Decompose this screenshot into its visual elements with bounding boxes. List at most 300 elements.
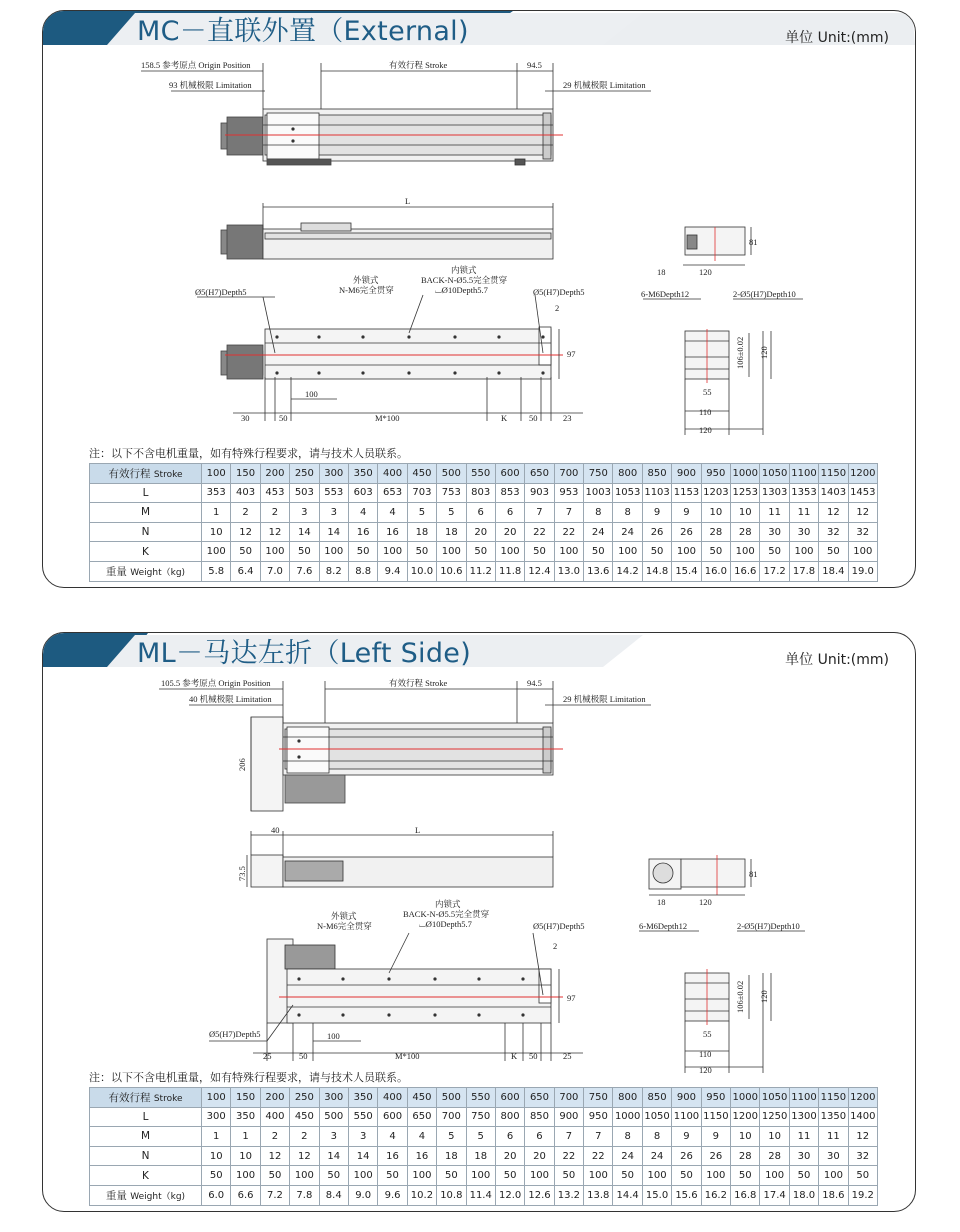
table-cell: 28 (731, 1146, 760, 1166)
table-cell: 10 (231, 1146, 260, 1166)
table-cell: 10 (701, 503, 730, 523)
row-label: N (90, 1146, 202, 1166)
table-cell: 1453 (848, 483, 877, 503)
table-cell: 10.0 (407, 561, 436, 581)
table-cell: 9 (642, 503, 671, 523)
table-cell: 12 (848, 1127, 877, 1147)
table-cell: 100 (731, 542, 760, 562)
table-row (90, 1146, 878, 1166)
table-cell: 16 (378, 1146, 407, 1166)
table-cell: 100 (348, 1166, 377, 1186)
dim-e18: 18 (657, 897, 666, 907)
table-cell: 903 (525, 483, 554, 503)
table-cell: 100 (554, 542, 583, 562)
table-cell: 12 (231, 522, 260, 542)
table-cell: 3 (319, 503, 348, 523)
table-cell: 1100 (789, 1088, 818, 1108)
table-cell: 600 (378, 1107, 407, 1127)
table-cell: 5 (437, 1127, 466, 1147)
table-cell: 16 (378, 522, 407, 542)
unit-label: 单位 Unit:(mm) (785, 652, 889, 668)
table-cell: 9 (672, 1127, 701, 1147)
table-cell: 100 (437, 542, 466, 562)
table-cell: 800 (613, 1088, 642, 1108)
table-cell: 8.8 (348, 561, 377, 581)
table-cell: 200 (260, 1088, 289, 1108)
table-cell: 30 (819, 1146, 848, 1166)
table-cell: 750 (584, 1088, 613, 1108)
table-cell: 50 (701, 542, 730, 562)
table-cell: 6.6 (231, 1185, 260, 1205)
table-cell: 12 (848, 503, 877, 523)
table-cell: 14.8 (642, 561, 671, 581)
table-cell: 500 (437, 464, 466, 484)
m6-label: 6-M6Depth12 (641, 289, 690, 299)
table-cell: 12.6 (525, 1185, 554, 1205)
table-cell: 1353 (789, 483, 818, 503)
table-cell: 2 (231, 503, 260, 523)
table-cell: 15.6 (672, 1185, 701, 1205)
dim-735: 73.5 (237, 866, 247, 881)
table-cell: 16.6 (731, 561, 760, 581)
note: 注：以下不含电机重量，如有特殊行程要求，请与技术人员联系。 (89, 1071, 408, 1084)
table-cell: 750 (466, 1107, 495, 1127)
table-cell: 1103 (642, 483, 671, 503)
table-cell: 18 (466, 1146, 495, 1166)
table-cell: 6 (495, 1127, 524, 1147)
left-limit: 93 机械极限 Limitation (169, 80, 252, 90)
table-cell: 600 (495, 464, 524, 484)
section-title: ML－马达左折（Left Side) (137, 638, 472, 669)
table-cell: 13.8 (584, 1185, 613, 1205)
table-cell: 100 (789, 542, 818, 562)
table-cell: 13.2 (554, 1185, 583, 1205)
table-cell: 20 (525, 1146, 554, 1166)
table-cell: 8.4 (319, 1185, 348, 1205)
table-row (90, 1185, 878, 1205)
table-cell: 100 (848, 542, 877, 562)
table-cell: 18 (437, 1146, 466, 1166)
table-cell: 50 (378, 1166, 407, 1186)
table-cell: 950 (701, 1088, 730, 1108)
row-label: L (90, 483, 202, 503)
table-cell: 200 (260, 464, 289, 484)
table-cell: 350 (231, 1107, 260, 1127)
table-cell: 450 (407, 1088, 436, 1108)
table-cell: 15.0 (642, 1185, 671, 1205)
table-cell: 11.2 (466, 561, 495, 581)
table-cell: 15.4 (672, 561, 701, 581)
outer-lock-a: 外锁式 (331, 911, 357, 921)
table-cell: 17.8 (789, 561, 818, 581)
pin-right: Ø5(H7)Depth5 (533, 921, 585, 931)
row-label: M (90, 1127, 202, 1147)
dim-97: 97 (567, 993, 576, 1003)
table-cell: 28 (701, 522, 730, 542)
table-cell: 350 (348, 464, 377, 484)
table-cell: 50 (731, 1166, 760, 1186)
dim-b30: 30 (241, 413, 250, 423)
header-label: 有效行程 (108, 1091, 151, 1104)
table-cell: 2 (260, 503, 289, 523)
table-cell: 1300 (789, 1107, 818, 1127)
table-cell: 100 (613, 542, 642, 562)
table-cell: 12 (290, 1146, 319, 1166)
table-row (90, 561, 878, 581)
table-cell: 100 (202, 1088, 231, 1108)
table-cell: 8.2 (319, 561, 348, 581)
right-limit: 29 机械极限 Limitation (563, 80, 646, 90)
table-cell: 13.6 (584, 561, 613, 581)
table-cell: 9.6 (378, 1185, 407, 1205)
table-cell: 1000 (613, 1107, 642, 1127)
pin-left: Ø5(H7)Depth5 (195, 287, 247, 297)
table-cell: 3 (290, 503, 319, 523)
table-cell: 11 (789, 503, 818, 523)
table-cell: 50 (554, 1166, 583, 1186)
table-cell: 30 (760, 522, 789, 542)
table-cell: 11 (760, 503, 789, 523)
table-cell: 1100 (672, 1107, 701, 1127)
dim-b50b: 50 (529, 1051, 538, 1061)
left-limit: 40 机械极限 Limitation (189, 694, 272, 704)
table-cell: 11.8 (495, 561, 524, 581)
table-cell: 250 (290, 464, 319, 484)
table-cell: 600 (495, 1088, 524, 1108)
table-cell: 50 (760, 542, 789, 562)
table-cell: 7.6 (290, 561, 319, 581)
table-cell: 50 (642, 542, 671, 562)
table-cell: 1 (231, 1127, 260, 1147)
table-cell: 50 (407, 542, 436, 562)
table-cell: 100 (672, 542, 701, 562)
table-cell: 803 (466, 483, 495, 503)
inner-lock-b: BACK-N-Ø5.5完全贯穿 (421, 275, 508, 285)
inner-lock-a: 内锁式 (451, 265, 477, 275)
table-cell: 550 (348, 1107, 377, 1127)
table-cell: 1050 (642, 1107, 671, 1127)
table-cell: 4 (348, 503, 377, 523)
row-sub: Weight（kg) (130, 1191, 186, 1202)
table-cell: 650 (407, 1107, 436, 1127)
table-cell: 50 (319, 1166, 348, 1186)
unit-label: 单位 Unit:(mm) (785, 30, 889, 46)
table-cell: 14.2 (613, 561, 642, 581)
table-cell: 7.8 (290, 1185, 319, 1205)
table-cell: 900 (554, 1107, 583, 1127)
m6-label: 6-M6Depth12 (639, 921, 688, 931)
table-cell: 850 (525, 1107, 554, 1127)
pin-right: Ø5(H7)Depth5 (533, 287, 585, 297)
origin-label: 158.5 参考原点 Origin Position (141, 60, 251, 70)
dim-e18: 18 (657, 267, 666, 277)
dim-97: 97 (567, 349, 576, 359)
table-cell: 100 (231, 1166, 260, 1186)
header-label: 有效行程 (108, 467, 151, 480)
row-label: M (90, 503, 202, 523)
table-cell: 9 (701, 1127, 730, 1147)
table-cell: 450 (407, 464, 436, 484)
dim-e120b: 120 (759, 990, 769, 1003)
table-header-row (90, 464, 878, 484)
dim-bm: M*100 (375, 413, 400, 423)
table-cell: 32 (848, 522, 877, 542)
table-cell: 100 (319, 542, 348, 562)
dim-e81: 81 (749, 237, 758, 247)
section-ml-panel (42, 632, 916, 1212)
table-cell: 12 (260, 1146, 289, 1166)
table-cell: 500 (437, 1088, 466, 1108)
table-cell: 32 (819, 522, 848, 542)
table-cell: 14 (319, 522, 348, 542)
dim-e55: 55 (703, 387, 712, 397)
table-cell: 550 (466, 1088, 495, 1108)
table-cell: 28 (760, 1146, 789, 1166)
table-cell: 900 (672, 464, 701, 484)
table-cell: 100 (290, 1166, 319, 1186)
table-cell: 1150 (819, 1088, 848, 1108)
table-cell: 900 (672, 1088, 701, 1108)
pin10-label: 2-Ø5(H7)Depth10 (737, 921, 800, 931)
pin-left: Ø5(H7)Depth5 (209, 1029, 261, 1039)
dim-e110: 110 (699, 407, 712, 417)
table-cell: 950 (584, 1107, 613, 1127)
table-cell: 6.0 (202, 1185, 231, 1205)
header-sub: Stroke (153, 469, 183, 480)
table-cell: 753 (437, 483, 466, 503)
table-cell: 7.2 (260, 1185, 289, 1205)
length-label: L (405, 196, 411, 206)
table-cell: 1000 (731, 464, 760, 484)
dim-206: 206 (237, 758, 247, 771)
table-row (90, 1127, 878, 1147)
table-cell: 1150 (701, 1107, 730, 1127)
table-cell: 100 (642, 1166, 671, 1186)
row-sub: Weight（kg) (130, 567, 186, 578)
table-cell: 750 (584, 464, 613, 484)
spec-table (89, 1087, 878, 1206)
table-row (90, 483, 878, 503)
table-cell: 850 (642, 464, 671, 484)
table-cell: 1203 (701, 483, 730, 503)
table-cell: 650 (525, 464, 554, 484)
table-cell: 350 (348, 1088, 377, 1108)
table-cell: 12 (819, 503, 848, 523)
row-label: K (90, 1166, 202, 1186)
table-cell: 1100 (789, 464, 818, 484)
table-row (90, 542, 878, 562)
table-cell: 50 (348, 542, 377, 562)
table-cell: 300 (202, 1107, 231, 1127)
table-cell: 2 (290, 1127, 319, 1147)
inner-lock-c: ⌴Ø10Depth5.7 (419, 919, 472, 929)
table-cell: 150 (231, 1088, 260, 1108)
dim-e55: 55 (703, 1029, 712, 1039)
dim-e110: 110 (699, 1049, 712, 1059)
table-cell: 17.2 (760, 561, 789, 581)
table-cell: 353 (202, 483, 231, 503)
table-cell: 22 (525, 522, 554, 542)
dim-e120: 120 (699, 267, 712, 277)
table-cell: 50 (202, 1166, 231, 1186)
dim-e120: 120 (699, 897, 712, 907)
table-cell: 800 (613, 464, 642, 484)
table-cell: 18.4 (819, 561, 848, 581)
table-cell: 700 (554, 1088, 583, 1108)
outer-lock-b: N-M6完全贯穿 (339, 285, 394, 295)
row-label: N (90, 522, 202, 542)
table-cell: 6 (466, 503, 495, 523)
table-cell: 50 (613, 1166, 642, 1186)
table-cell: 20 (495, 1146, 524, 1166)
table-cell: 650 (525, 1088, 554, 1108)
dim-bk: K (511, 1051, 518, 1061)
table-cell: 10 (202, 1146, 231, 1166)
table-cell: 1003 (584, 483, 613, 503)
table-cell: 703 (407, 483, 436, 503)
table-cell: 19.0 (848, 561, 877, 581)
table-cell: 50 (290, 542, 319, 562)
table-cell: 100 (819, 1166, 848, 1186)
table-cell: 32 (848, 1146, 877, 1166)
table-cell: 653 (378, 483, 407, 503)
table-cell: 12 (260, 522, 289, 542)
table-cell: 26 (701, 1146, 730, 1166)
table-cell: 100 (378, 542, 407, 562)
table-cell: 4 (407, 1127, 436, 1147)
table-cell: 700 (437, 1107, 466, 1127)
table-cell: 7 (554, 503, 583, 523)
table-cell: 400 (378, 464, 407, 484)
dim-100: 100 (305, 389, 318, 399)
table-cell: 300 (319, 464, 348, 484)
table-cell: 100 (584, 1166, 613, 1186)
table-cell: 8 (584, 503, 613, 523)
table-cell: 1200 (848, 464, 877, 484)
table-cell: 24 (613, 522, 642, 542)
header-sub: Stroke (153, 1093, 183, 1104)
table-cell: 250 (290, 1088, 319, 1108)
table-cell: 1150 (819, 464, 848, 484)
table-cell: 10 (760, 1127, 789, 1147)
table-cell: 30 (789, 522, 818, 542)
table-cell: 16.8 (731, 1185, 760, 1205)
dim-40: 40 (271, 825, 280, 835)
table-cell: 16.2 (701, 1185, 730, 1205)
table-cell: 5.8 (202, 561, 231, 581)
table-cell: 9 (672, 503, 701, 523)
table-cell: 8 (642, 1127, 671, 1147)
table-cell: 150 (231, 464, 260, 484)
dim-e106: 106±0.02 (735, 980, 745, 1013)
table-cell: 10.2 (407, 1185, 436, 1205)
section-title: MC－直联外置（External) (137, 16, 469, 47)
table-cell: 1403 (819, 483, 848, 503)
table-cell: 14 (348, 1146, 377, 1166)
table-cell: 50 (495, 1166, 524, 1186)
table-cell: 100 (260, 542, 289, 562)
table-cell: 26 (672, 1146, 701, 1166)
table-header-row (90, 1088, 878, 1108)
table-cell: 7 (584, 1127, 613, 1147)
table-cell: 4 (378, 1127, 407, 1147)
table-cell: 19.2 (848, 1185, 877, 1205)
table-cell: 20 (495, 522, 524, 542)
table-cell: 18.6 (819, 1185, 848, 1205)
table-cell: 400 (378, 1088, 407, 1108)
table-cell: 24 (613, 1146, 642, 1166)
table-cell: 100 (495, 542, 524, 562)
right-limit: 29 机械极限 Limitation (563, 694, 646, 704)
table-cell: 50 (672, 1166, 701, 1186)
table-cell: 11.4 (466, 1185, 495, 1205)
table-cell: 14.4 (613, 1185, 642, 1205)
table-cell: 3 (348, 1127, 377, 1147)
table-cell: 100 (525, 1166, 554, 1186)
inner-lock-c: ⌴Ø10Depth5.7 (435, 285, 488, 295)
table-cell: 9.4 (378, 561, 407, 581)
row-label: K (90, 542, 202, 562)
table-cell: 12.4 (525, 561, 554, 581)
dim-e120c: 120 (699, 1065, 712, 1073)
table-cell: 100 (202, 542, 231, 562)
table-cell: 28 (731, 522, 760, 542)
table-cell: 22 (554, 522, 583, 542)
dim-b23: 23 (563, 413, 572, 423)
dim-e106: 106±0.02 (735, 336, 745, 369)
dim-e81: 81 (749, 869, 758, 879)
table-cell: 18 (407, 522, 436, 542)
table-cell: 1 (202, 503, 231, 523)
table-cell: 100 (701, 1166, 730, 1186)
right-dim: 94.5 (527, 60, 542, 70)
table-cell: 2 (260, 1127, 289, 1147)
table-cell: 1200 (731, 1107, 760, 1127)
origin-label: 105.5 参考原点 Origin Position (161, 678, 271, 688)
table-cell: 100 (760, 1166, 789, 1186)
table-row (90, 522, 878, 542)
table-cell: 1153 (672, 483, 701, 503)
table-cell: 10 (202, 522, 231, 542)
table-cell: 14 (319, 1146, 348, 1166)
table-cell: 50 (525, 542, 554, 562)
table-cell: 1250 (760, 1107, 789, 1127)
table-cell: 17.4 (760, 1185, 789, 1205)
inner-lock-a: 内锁式 (435, 899, 461, 909)
table-cell: 16 (407, 1146, 436, 1166)
table-cell: 16.0 (701, 561, 730, 581)
table-cell: 14 (290, 522, 319, 542)
outer-lock-a: 外锁式 (353, 275, 379, 285)
table-cell: 7 (525, 503, 554, 523)
table-cell: 953 (554, 483, 583, 503)
table-cell: 16 (348, 522, 377, 542)
row-label: 重量 (105, 565, 127, 578)
table-cell: 5 (407, 503, 436, 523)
table-cell: 18.0 (789, 1185, 818, 1205)
table-cell: 100 (407, 1166, 436, 1186)
table-cell: 50 (231, 542, 260, 562)
table-cell: 853 (495, 483, 524, 503)
dim-e120b: 120 (759, 346, 769, 359)
table-cell: 400 (260, 1107, 289, 1127)
table-cell: 950 (701, 464, 730, 484)
table-cell: 26 (642, 522, 671, 542)
table-cell: 24 (584, 522, 613, 542)
dim-100: 100 (327, 1031, 340, 1041)
table-cell: 20 (466, 522, 495, 542)
table-cell: 553 (319, 483, 348, 503)
